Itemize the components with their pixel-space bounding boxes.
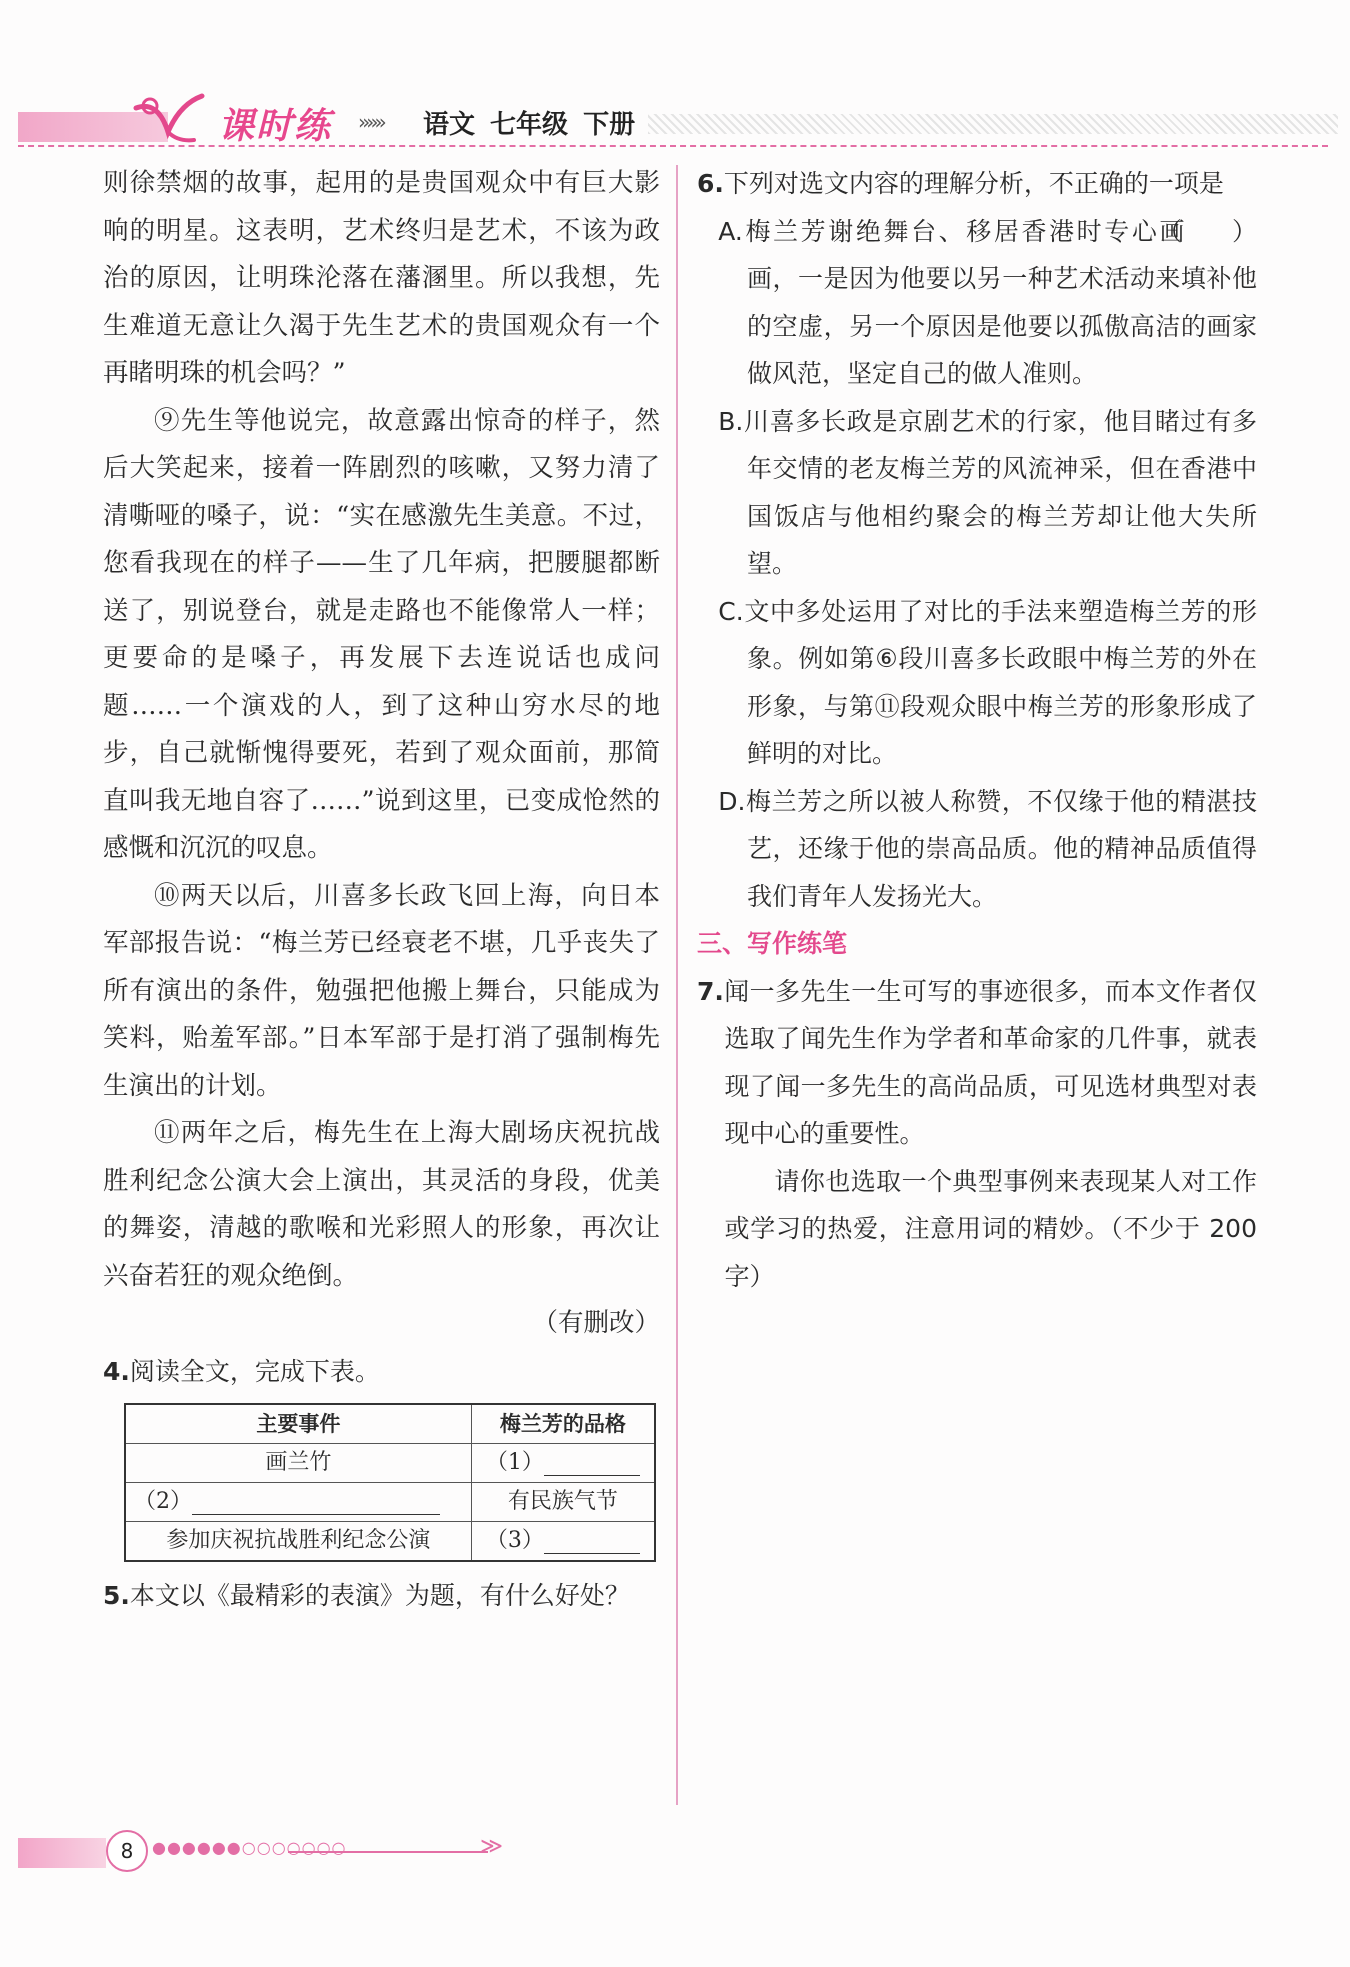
- footer-color-bar: [18, 1838, 106, 1868]
- left-column: [103, 160, 660, 1620]
- question-text: 本文以《最精彩的表演》为题，有什么好处？: [129, 1581, 630, 1610]
- right-column: [697, 160, 1257, 1300]
- section-heading: 三、写作练笔: [697, 929, 848, 958]
- question-number: 6.: [697, 169, 724, 198]
- header-stripe: [648, 114, 1338, 134]
- passage-paragraph: ⑪两年之后，梅先生在上海大剧场庆祝抗战胜利纪念公演大会上演出，其灵活的身段，优美的舞姿，清越的歌喉和光彩照人的形象，再次让兴奋若狂的观众绝倒。: [103, 1118, 660, 1291]
- question-6: [697, 160, 1257, 246]
- source-note: （有删改）: [532, 1308, 660, 1338]
- answer-table: [124, 1403, 656, 1562]
- table-row: [125, 1483, 655, 1522]
- header-arrows: »»»: [358, 110, 383, 134]
- table-header-row: [125, 1404, 655, 1444]
- answer-bracket[interactable]: （ ）: [1156, 216, 1257, 246]
- brand-title: 课时练: [218, 106, 333, 147]
- blank-label: （1）: [485, 1450, 544, 1475]
- table-cell: 画兰竹: [125, 1444, 471, 1483]
- passage-paragraph: 则徐禁烟的故事，起用的是贵国观众中有巨大影响的明星。这表明，艺术终归是艺术，不该为政治的原因，让明珠沦落在藩溷里。所以我想，先生难道无意让久渴于先生艺术的贵国观众有一个再睹明珠的机会吗？”: [103, 168, 660, 388]
- table-row: [125, 1522, 655, 1562]
- passage-paragraph: ⑩两天以后，川喜多长政飞回上海，向日本军部报告说：“梅兰芳已经衰老不堪，几乎丧失了所有演出的条件，勉强把他搬上舞台，只能成为笑料，贻羞军部。”日本军部于是打消了强制梅先生演出的计划。: [103, 880, 660, 1101]
- footer-line: [288, 1851, 488, 1853]
- option-c: C.文中多处运用了对比的手法来塑造梅兰芳的形象。例如第⑥段川喜多长政眼中梅兰芳的外在形象，与第⑪段观众眼中梅兰芳的形象形成了鲜明的对比。: [718, 596, 1257, 768]
- blank-label: （2）: [134, 1489, 192, 1514]
- table-cell: 有民族气节: [471, 1483, 655, 1522]
- option-b: B.川喜多长政是京剧艺术的行家，他目睹过有多年交情的老友梅兰芳的风流神采，但在香港中国饭店与他相约聚会的梅兰芳却让他大失所望。: [718, 406, 1257, 578]
- option-d: D.梅兰芳之所以被人称赞，不仅缘于他的精湛技艺，还缘于他的崇高品质。他的精神品质值得我们青年人发扬光大。: [718, 786, 1257, 911]
- header-subtitle: 语文 七年级 下册: [423, 110, 636, 140]
- blank-label: （3）: [485, 1528, 544, 1553]
- answer-blank[interactable]: [192, 1490, 440, 1515]
- column-divider: [676, 165, 678, 1805]
- table-header: 主要事件: [125, 1404, 471, 1444]
- table-cell: [125, 1483, 471, 1522]
- question-number: 4.: [103, 1356, 130, 1386]
- brand-logo-icon: [128, 90, 208, 150]
- table-cell: [471, 1522, 655, 1562]
- arrow-right-icon: ≫: [480, 1834, 504, 1859]
- question-number: 5.: [103, 1581, 130, 1610]
- footer-dots: ●●●●●●○○○○○○○: [152, 1838, 347, 1857]
- table-row: [125, 1444, 655, 1483]
- table-header: 梅兰芳的品格: [471, 1404, 655, 1444]
- question-text: 闻一多先生一生可写的事迹很多，而本文作者仅选取了闻先生作为学者和革命家的几件事，就表现了闻一多先生的高尚品质，可见选材典型对表现中心的重要性。: [723, 976, 1257, 1148]
- option-a: A.梅兰芳谢绝舞台、移居香港时专心画画，一是因为他要以另一种艺术活动来填补他的空虚，另一个原因是他要以孤傲高洁的画家做风范，坚定自己的做人准则。: [718, 216, 1257, 388]
- question-4: [103, 1348, 660, 1396]
- question-number: 7.: [697, 976, 724, 1006]
- question-7: [697, 968, 1257, 1158]
- question-text: 下列对选文内容的理解分析，不正确的一项是: [723, 169, 1224, 198]
- header-rule: [18, 145, 1328, 147]
- page-footer: [18, 1830, 518, 1874]
- page-header: [18, 90, 1328, 150]
- question-5: [103, 1572, 660, 1620]
- page-number: 8: [106, 1830, 148, 1872]
- writing-prompt: 请你也选取一个典型事例来表现某人对工作或学习的热爱，注意用词的精妙。（不少于 200 字）: [724, 1166, 1257, 1291]
- passage-paragraph: ⑨先生等他说完，故意露出惊奇的样子，然后大笑起来，接着一阵剧烈的咳嗽，又努力清了清嘶哑的嗓子，说：“实在感激先生美意。不过，您看我现在的样子——生了几年病，把腰腿都断送了，别说登台，就是走路也不能像常人一样；更要命的是嗓子，再发展下去连说话也成问题……一个演戏的人，到了这种山穷水尽的地步，自己就惭愧得要死，若到了观众面前，那简直叫我无地自容了……”说到这里，已变成怆然的感慨和沉沉的叹息。: [103, 405, 660, 863]
- answer-blank[interactable]: [544, 1451, 640, 1476]
- answer-blank[interactable]: [544, 1529, 640, 1554]
- table-cell: [471, 1444, 655, 1483]
- question-text: 阅读全文，完成下表。: [129, 1356, 380, 1386]
- table-cell: 参加庆祝抗战胜利纪念公演: [125, 1522, 471, 1562]
